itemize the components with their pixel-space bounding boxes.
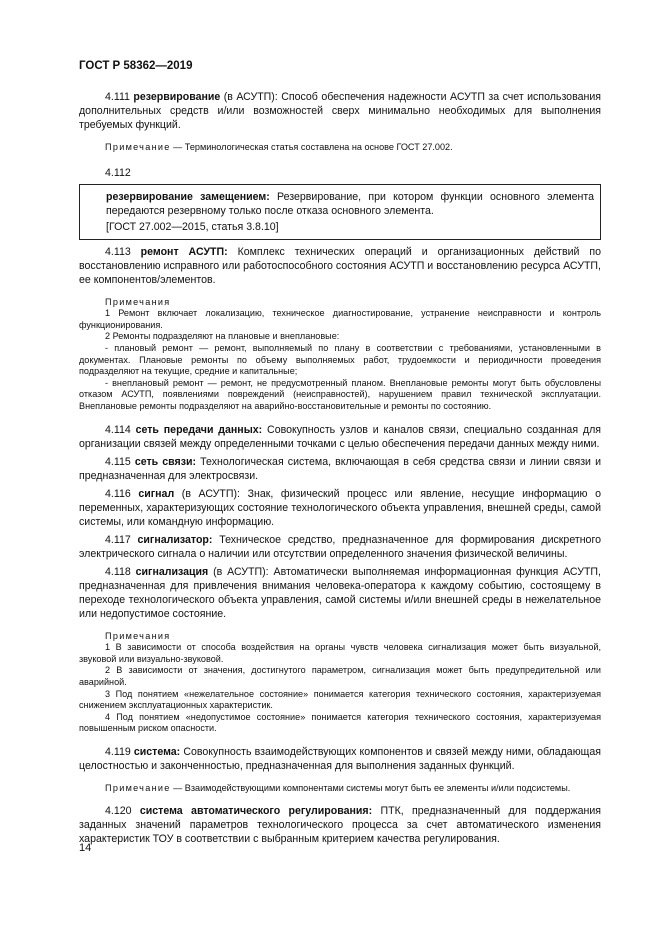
- term-title: сигнализатор:: [137, 533, 213, 546]
- notes-4-113: Примечания 1 Ремонт включает локализацию, техническое диагностирование, устранение неисправности и контроль функционирования. 2 Ремонты подразделяют на плановые и внеплановые: - плановый ремонт — ремонт, выполняемый по плану в соответствии с требованиями, установленными в документах. Плановые ремонты по объему выполняемых работ, трудоемкости и периодичности проведения подразделяют на текущие, средние и капитальные; - внеплановый ремонт — ремонт, не предусмотренный планом. Внеплановые ремонты могут быть обусловлены отказом АСУТП, появлениями повреждений (неисправностей), нарушением правил технической эксплуатации. Внеплановые ремонты подразделяют на аварийно-восстановительные и ремонты по состоянию.: [79, 296, 601, 411]
- term-title: сеть связи:: [134, 455, 197, 468]
- term-title: сигнализация: [135, 565, 209, 578]
- note-4-111: Примечание — Терминологическая статья составлена на основе ГОСТ 27.002.: [105, 142, 453, 152]
- term-4-120: 4.120 система автоматического регулирования: ПТК, предназначенный для поддержания заданных значений параметров технологического процесса за счет автоматического изменения характеристик ТОУ в соответствии с выбранным критерием качества регулирования.: [79, 805, 601, 846]
- note-item: - плановый ремонт — ремонт, выполняемый по плану в соответствии с требованиями, установленными в документах. Плановые ремонты по объему выполняемых работ, трудоемкости и периодичности проведения подразделяют на текущие, средние и капитальные;: [79, 342, 601, 377]
- term-title: система:: [133, 745, 181, 758]
- term-4-116: 4.116 сигнал (в АСУТП): Знак, физический процесс или явление, несущие информацию о переменных, характеризующих состояние технологического объекта управления, внешней среды, самой системы, или командную информацию.: [79, 487, 601, 528]
- term-definition: ПТК, предназначенный для поддержания заданных значений параметров технологического процесса за счет автоматического изменения характеристик ТОУ в соответствии с выбранным критерием качества регулирования.: [79, 805, 601, 846]
- term-4-118: 4.118 сигнализация (в АСУТП): Автоматически выполняемая информационная функция АСУТП, предназначенная для привлечения внимания человека-оператора к каждому событию, состоящему в переходе технологического объекта управления, самой системы и/или внешней среды в нежелательное или недопустимое состояние.: [79, 565, 601, 620]
- term-title: система автоматического регулирования:: [139, 805, 373, 818]
- term-definition: Совокупность взаимодействующих компонентов и связей между ними, обладающая целостностью и законченностью, предназначенная для выполнения заданных функций.: [79, 745, 601, 772]
- note-item: - внеплановый ремонт — ремонт, не предусмотренный планом. Внеплановые ремонты могут быть обусловлены отказом АСУТП, появлениями повреждений (неисправностей), нарушением правил технической эксплуатации. Внеплановые ремонты подразделяют на аварийно-восстановительные и ремонты по состоянию.: [79, 377, 601, 411]
- term-4-112-number: 4.112: [105, 166, 131, 179]
- term-4-113: 4.113 ремонт АСУТП: Комплекс технических операций и организационных действий по восстановлению исправного или работоспособного состояния АСУТП и восстановлению ресурса АСУТП, ее компонентов/элементов.: [79, 245, 601, 286]
- term-4-117: 4.117 сигнализатор: Техническое средство, предназначенное для формирования дискретного электрического сигнала о наличии или отсутствии определенного значения физической величины.: [79, 533, 601, 560]
- note-item: 3 Под понятием «нежелательное состояние» понимается категория технического состояния, характеризуемая снижением эксплуатационных характеристик.: [79, 688, 601, 711]
- term-definition: Резервирование, при котором функции основного элемента передаются резервному только после отказа основного элемента.: [106, 190, 594, 217]
- document-header: ГОСТ Р 58362—2019: [79, 60, 193, 72]
- term-definition: Комплекс технических операций и организационных действий по восстановлению исправного или работоспособного состояния АСУТП и восстановлению ресурса АСУТП, ее компонентов/элементов.: [79, 245, 601, 286]
- term-title: резервирование замещением:: [106, 190, 270, 203]
- term-title: ремонт АСУТП:: [140, 245, 228, 258]
- note-4-119: Примечание — Взаимодействующими компонентами системы могут быть ее элементы и/или подсистемы.: [105, 782, 571, 793]
- term-definition: Знак, физический процесс или явление, несущие информацию о переменных, характеризующих состояние технологического объекта управления, внешней среды, самой системы, или командную информацию.: [79, 487, 601, 528]
- term-4-114: 4.114 сеть передачи данных: Совокупность узлов и каналов связи, специально созданная для организации связей между определенными точками с целью обеспечения передачи данных между ними.: [79, 423, 602, 450]
- document-body: [79, 90, 601, 850]
- note-item: 1 В зависимости от способа воздействия на органы чувств человека сигнализация может быть визуальной, звуковой или визуально-звуковой.: [79, 642, 601, 664]
- note-item: 1 Ремонт включает локализацию, техническое диагностирование, устранение неисправности и контроль функционирования.: [79, 308, 601, 330]
- term-definition: Совокупность узлов и каналов связи, специально созданная для организации связей между определенными точками с целью обеспечения передачи данных между ними.: [79, 423, 602, 450]
- term-title: резервирование: [133, 91, 221, 103]
- page-number: 14: [79, 842, 92, 854]
- note-item: 2 В зависимости от значения, достигнутого параметром, сигнализация может быть предупредительной или аварийной.: [79, 665, 601, 687]
- notes-4-118: Примечания 1 В зависимости от способа воздействия на органы чувств человека сигнализация может быть визуальной, звуковой или визуально-звуковой. 2 В зависимости от значения, достигнутого параметром, сигнализация может быть предупредительной или аварийной. 3 Под понятием «нежелательное состояние» понимается категория технического состояния, характеризуемая снижением эксплуатационных характеристик. 4 Под понятием «недопустимое состояние» понимается категория технического состояния, характеризуемая повышенным риском опасности.: [79, 630, 601, 734]
- term-definition: Автоматически выполняемая информационная функция АСУТП, предназначенная для привлечения внимания человека-оператора к каждому событию, состоящему в переходе технологического объекта управления, самой системы и/или внешней среды в нежелательное или недопустимое состояние.: [79, 565, 601, 620]
- term-source: [ГОСТ 27.002—2015, статья 3.8.10]: [106, 220, 279, 233]
- term-title: сеть передачи данных:: [135, 423, 263, 436]
- term-definition: Способ обеспечения надежности АСУТП за счет использования дополнительных средств и/или возможностей сверх минимально необходимых для выполнения требуемых функций.: [79, 91, 601, 131]
- term-4-115: 4.115 сеть связи: Технологическая система, включающая в себя средства связи и линии связи и предназначенная для электросвязи.: [79, 455, 601, 482]
- term-4-111: 4.111 резервирование (в АСУТП): Способ обеспечения надежности АСУТП за счет использования дополнительных средств и/или возможностей сверх минимально необходимых для выполнения требуемых функций.: [79, 91, 601, 131]
- term-definition: Техническое средство, предназначенное для формирования дискретного электрического сигнала о наличии или отсутствии определенного значения физической величины.: [79, 533, 601, 560]
- term-4-112-box: [79, 184, 601, 240]
- term-4-119: 4.119 система: Совокупность взаимодействующих компонентов и связей между ними, обладающая целостностью и законченностью, предназначенная для выполнения заданных функций.: [79, 745, 601, 772]
- term-title: сигнал: [138, 487, 175, 500]
- note-item: 2 Ремонты подразделяют на плановые и внеплановые:: [105, 331, 340, 342]
- term-definition: Технологическая система, включающая в себя средства связи и линии связи и предназначенная для электросвязи.: [79, 455, 601, 482]
- note-item: 4 Под понятием «недопустимое состояние» понимается категория технического состояния, характеризуемая повышенным риском опасности.: [79, 711, 601, 734]
